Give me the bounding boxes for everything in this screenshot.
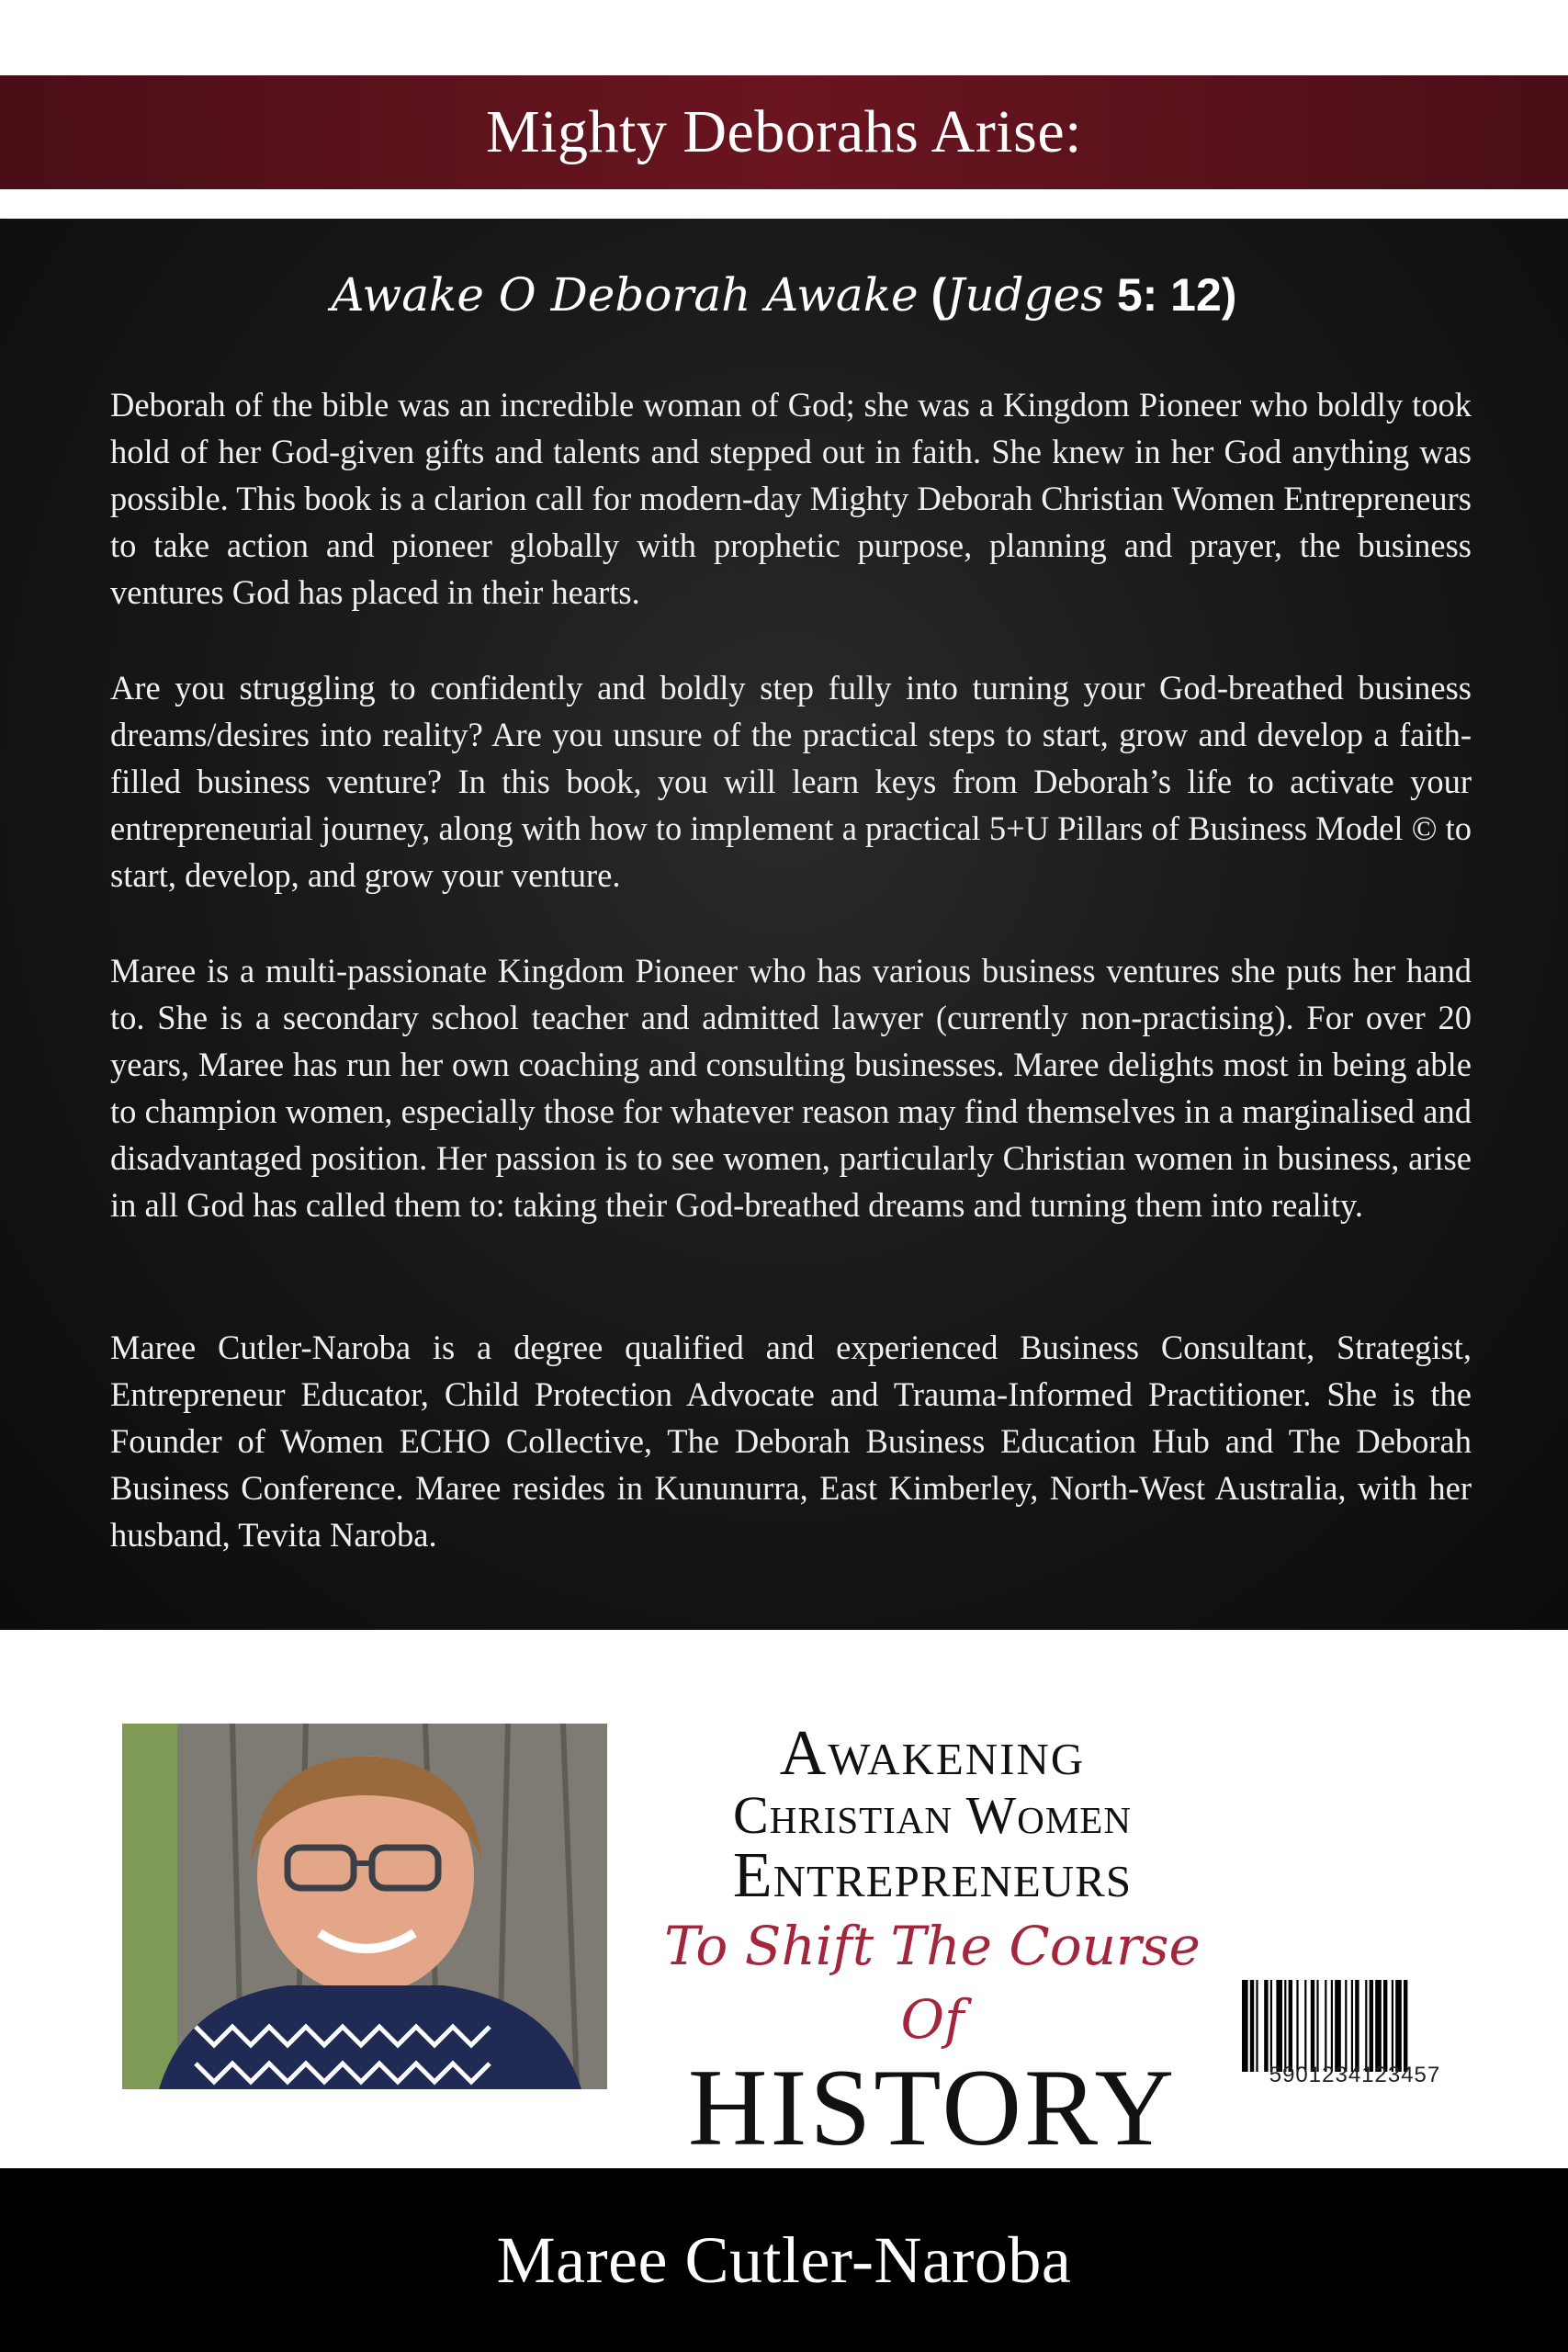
verse-reference: 5: 12) bbox=[1116, 269, 1237, 321]
book-title-line-1: Awakening bbox=[779, 1718, 1086, 1789]
book-title-line-5: HISTORY bbox=[687, 2046, 1178, 2168]
author-photo bbox=[122, 1724, 607, 2089]
book-title-line-3: Entrepreneurs bbox=[732, 1840, 1133, 1911]
author-footer bbox=[0, 2168, 1568, 2352]
blurb-paragraph-4: Maree Cutler-Naroba is a degree qualified and experienced Business Consultant, Strategist, Entrepreneur Educator, Child Protection Advocate and Trauma-Informed Practitioner. She is the Founder of Women ECHO Collective, The Deborah Business Education Hub and The Deborah Business Conference. Maree resides in Kununurra, East Kimberley, North-West Australia, with her husband, Tevita Naroba. bbox=[110, 1329, 1472, 1554]
blurb-paragraph-1: Deborah of the bible was an incredible woman of God; she was a Kingdom Pioneer who boldly took hold of her God-given gifts and talents and stepped out in faith. She knew in her God anything was possible. This book is a clarion call for modern-day Mighty Deborah Christian Women Entrepreneurs to take action and pioneer globally with prophetic purpose, planning and prayer, the business ventures God has placed in their hearts. bbox=[110, 386, 1472, 611]
verse-script: Awake O Deborah Awake bbox=[331, 268, 919, 322]
book-title-line-4: To Shift The Course Of bbox=[664, 1915, 1201, 2051]
blurb-panel bbox=[0, 219, 1568, 1630]
blurb-paragraph-3: Maree is a multi-passionate Kingdom Pioneer who has various business ventures she puts her hand to. She is a secondary school teacher and admitted lawyer (currently non-practising). For over 20 years, Maree has run her own coaching and consulting businesses. Maree delights most in being able to champion women, especially those for whatever reason may find themselves in a marginalised and disadvantaged position. Her passion is to see women, particularly Christian women in business, arise in all God has called them to: taking their God-breathed dreams and turning them into reality. bbox=[110, 952, 1472, 1224]
book-title-line-2: Christian Women bbox=[733, 1785, 1132, 1845]
barcode-number: 5901234123457 bbox=[1269, 2063, 1441, 2087]
verse-line bbox=[0, 265, 1568, 323]
author-name: Maree Cutler-Naroba bbox=[496, 2222, 1072, 2297]
verse-open: ( bbox=[931, 269, 947, 321]
title-band bbox=[0, 75, 1568, 189]
cover-title: Mighty Deborahs Arise: bbox=[486, 98, 1082, 165]
blurb-paragraph-2: Are you struggling to confidently and boldly step fully into turning your God-breathed business dreams/desires into reality? Are you unsure of the practical steps to start, grow and develop a faith-filled business venture? In this book, you will learn keys from Deborah’s life to activate your entrepreneurial journey, along with how to implement a practical 5+U Pillars of Business Model © to start, develop, and grow your venture. bbox=[110, 669, 1472, 894]
verse-book: Judges bbox=[946, 268, 1104, 322]
book-title-block bbox=[634, 1718, 1231, 2168]
